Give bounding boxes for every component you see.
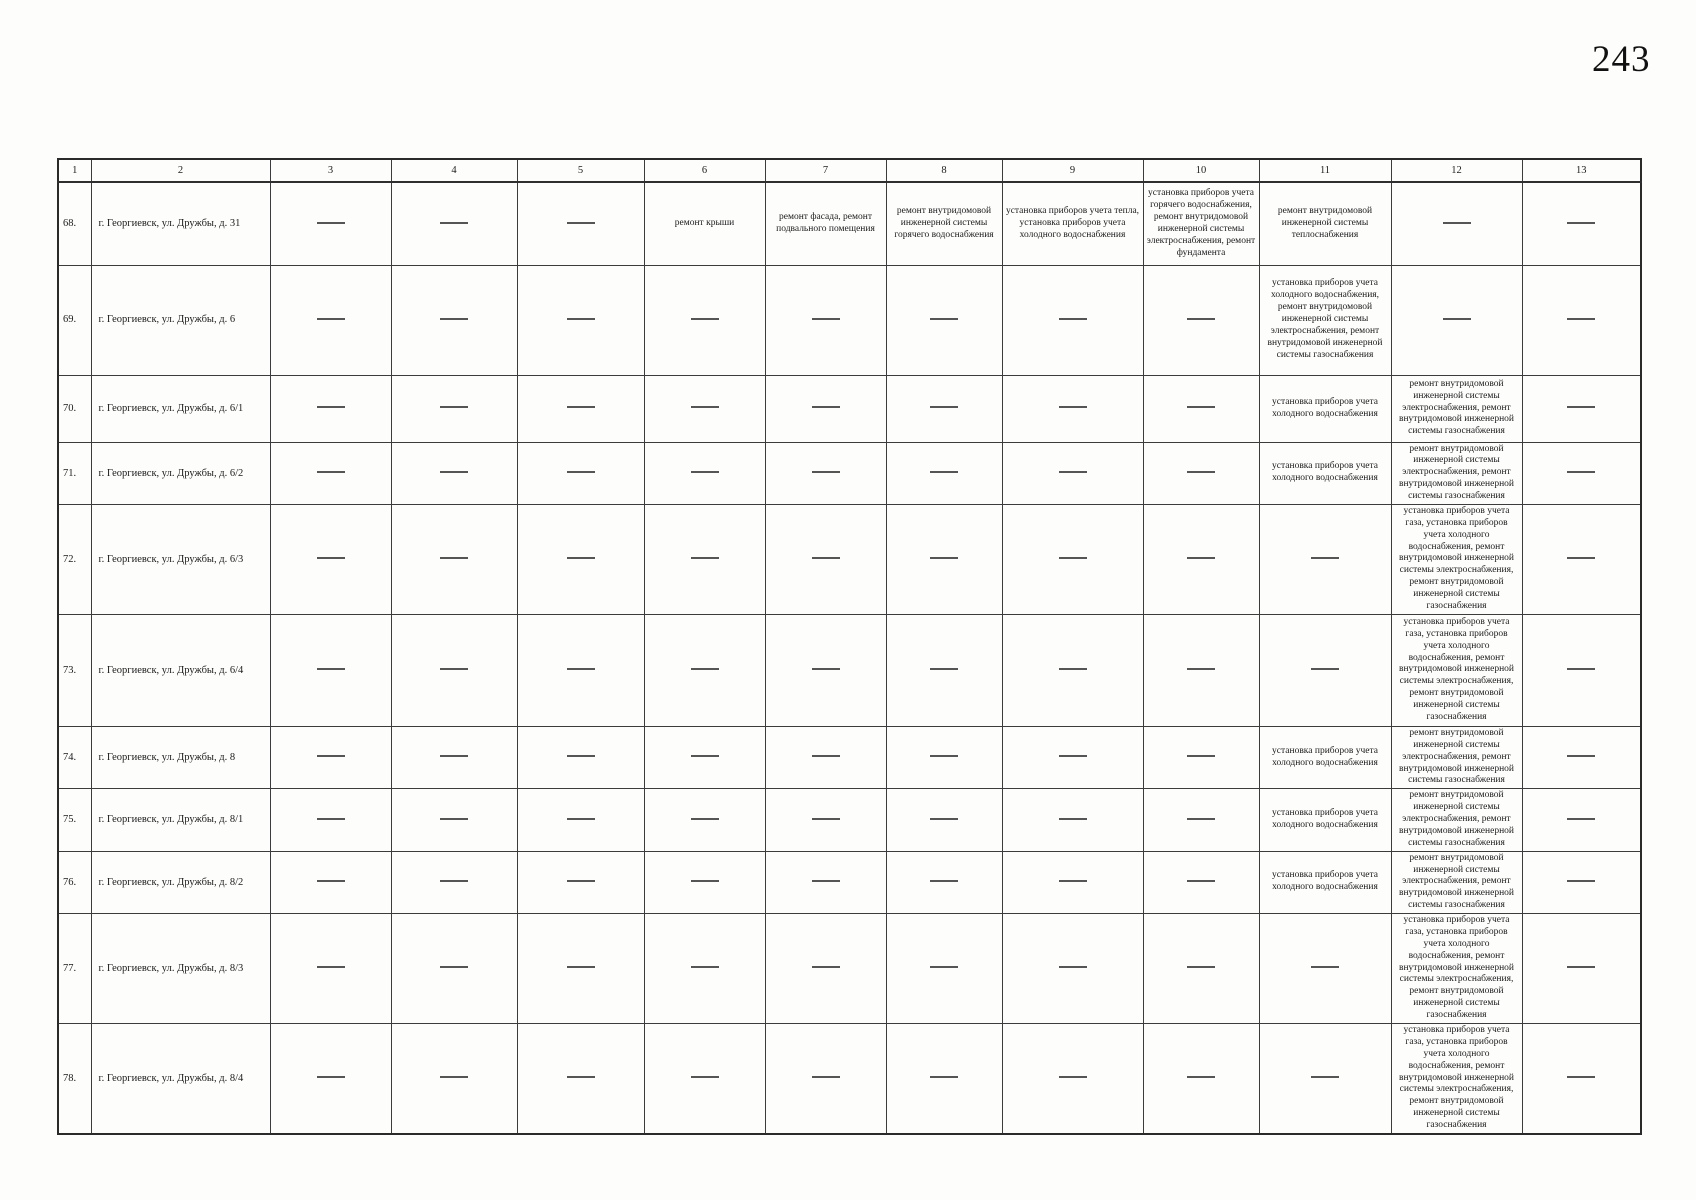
empty-cell	[1143, 851, 1259, 913]
dash-placeholder	[1187, 318, 1215, 320]
dash-placeholder	[930, 755, 958, 757]
empty-cell	[517, 789, 644, 851]
empty-cell	[1522, 614, 1641, 726]
empty-cell	[1143, 726, 1259, 788]
work-cell: ремонт внутридомовой инженерной системы электроснабжения, ремонт внутридомовой инженерной системы газоснабжения	[1391, 726, 1522, 788]
dash-placeholder	[1567, 471, 1595, 473]
empty-cell	[886, 375, 1002, 442]
empty-cell	[391, 182, 517, 265]
column-header: 9	[1002, 159, 1143, 182]
work-cell: установка приборов учета горячего водоснабжения, ремонт внутридомовой инженерной системы электроснабжения, ремонт фундамента	[1143, 182, 1259, 265]
table-row	[58, 1024, 1641, 1134]
empty-cell	[270, 442, 391, 504]
empty-cell	[765, 726, 886, 788]
address-cell: г. Георгиевск, ул. Дружбы, д. 6/4	[91, 614, 270, 726]
empty-cell	[644, 789, 765, 851]
empty-cell	[517, 265, 644, 375]
dash-placeholder	[1567, 1076, 1595, 1078]
dash-placeholder	[567, 406, 595, 408]
empty-cell	[886, 614, 1002, 726]
column-header: 2	[91, 159, 270, 182]
dash-placeholder	[930, 966, 958, 968]
table-row	[58, 851, 1641, 913]
dash-placeholder	[1187, 966, 1215, 968]
column-header: 4	[391, 159, 517, 182]
empty-cell	[517, 375, 644, 442]
empty-cell	[644, 442, 765, 504]
empty-cell	[1143, 265, 1259, 375]
dash-placeholder	[691, 966, 719, 968]
empty-cell	[1259, 504, 1391, 614]
empty-cell	[1259, 914, 1391, 1024]
dash-placeholder	[691, 406, 719, 408]
dash-placeholder	[440, 818, 468, 820]
dash-placeholder	[930, 818, 958, 820]
dash-placeholder	[812, 1076, 840, 1078]
dash-placeholder	[1059, 880, 1087, 882]
dash-placeholder	[440, 668, 468, 670]
dash-placeholder	[1187, 471, 1215, 473]
column-header: 5	[517, 159, 644, 182]
work-cell: установка приборов учета холодного водоснабжения	[1259, 851, 1391, 913]
dash-placeholder	[317, 406, 345, 408]
table-header-row	[58, 159, 1641, 182]
column-header: 11	[1259, 159, 1391, 182]
address-cell: г. Георгиевск, ул. Дружбы, д. 31	[91, 182, 270, 265]
dash-placeholder	[1059, 1076, 1087, 1078]
empty-cell	[1522, 914, 1641, 1024]
dash-placeholder	[567, 755, 595, 757]
empty-cell	[517, 1024, 644, 1134]
table-row	[58, 265, 1641, 375]
empty-cell	[886, 789, 1002, 851]
dash-placeholder	[440, 1076, 468, 1078]
empty-cell	[391, 914, 517, 1024]
empty-cell	[1522, 1024, 1641, 1134]
empty-cell	[270, 789, 391, 851]
dash-placeholder	[567, 1076, 595, 1078]
dash-placeholder	[1187, 755, 1215, 757]
empty-cell	[765, 375, 886, 442]
empty-cell	[765, 789, 886, 851]
dash-placeholder	[567, 966, 595, 968]
column-header: 8	[886, 159, 1002, 182]
dash-placeholder	[930, 880, 958, 882]
empty-cell	[644, 914, 765, 1024]
dash-placeholder	[567, 222, 595, 224]
dash-placeholder	[1059, 755, 1087, 757]
row-number-cell: 68.	[58, 182, 91, 265]
dash-placeholder	[691, 668, 719, 670]
dash-placeholder	[1567, 557, 1595, 559]
work-cell: установка приборов учета газа, установка приборов учета холодного водоснабжения, ремонт внутридомовой инженерной системы электроснабжения, ремонт внутридомовой инженерной системы газоснабжения	[1391, 614, 1522, 726]
dash-placeholder	[440, 557, 468, 559]
address-cell: г. Георгиевск, ул. Дружбы, д. 8/4	[91, 1024, 270, 1134]
dash-placeholder	[812, 318, 840, 320]
dash-placeholder	[812, 557, 840, 559]
dash-placeholder	[317, 471, 345, 473]
dash-placeholder	[440, 406, 468, 408]
table-row	[58, 375, 1641, 442]
row-number-cell: 70.	[58, 375, 91, 442]
dash-placeholder	[567, 318, 595, 320]
column-header: 3	[270, 159, 391, 182]
dash-placeholder	[1311, 966, 1339, 968]
dash-placeholder	[930, 406, 958, 408]
empty-cell	[886, 265, 1002, 375]
dash-placeholder	[1567, 818, 1595, 820]
address-cell: г. Георгиевск, ул. Дружбы, д. 6/1	[91, 375, 270, 442]
dash-placeholder	[1059, 818, 1087, 820]
empty-cell	[1391, 265, 1522, 375]
row-number-cell: 76.	[58, 851, 91, 913]
empty-cell	[1143, 789, 1259, 851]
dash-placeholder	[1311, 668, 1339, 670]
empty-cell	[517, 182, 644, 265]
row-number-cell: 75.	[58, 789, 91, 851]
dash-placeholder	[567, 668, 595, 670]
dash-placeholder	[317, 318, 345, 320]
dash-placeholder	[317, 755, 345, 757]
row-number-cell: 69.	[58, 265, 91, 375]
dash-placeholder	[691, 471, 719, 473]
empty-cell	[391, 265, 517, 375]
work-cell: ремонт внутридомовой инженерной системы теплоснабжения	[1259, 182, 1391, 265]
empty-cell	[886, 914, 1002, 1024]
row-number-cell: 71.	[58, 442, 91, 504]
dash-placeholder	[317, 966, 345, 968]
dash-placeholder	[440, 880, 468, 882]
dash-placeholder	[440, 318, 468, 320]
empty-cell	[270, 614, 391, 726]
dash-placeholder	[1059, 406, 1087, 408]
dash-placeholder	[1311, 1076, 1339, 1078]
dash-placeholder	[317, 668, 345, 670]
work-cell: ремонт крыши	[644, 182, 765, 265]
column-header: 6	[644, 159, 765, 182]
dash-placeholder	[317, 222, 345, 224]
empty-cell	[1002, 789, 1143, 851]
empty-cell	[270, 914, 391, 1024]
address-cell: г. Георгиевск, ул. Дружбы, д. 8	[91, 726, 270, 788]
empty-cell	[391, 851, 517, 913]
empty-cell	[1143, 442, 1259, 504]
empty-cell	[270, 182, 391, 265]
dash-placeholder	[930, 668, 958, 670]
empty-cell	[886, 851, 1002, 913]
empty-cell	[517, 726, 644, 788]
empty-cell	[1522, 265, 1641, 375]
empty-cell	[391, 789, 517, 851]
empty-cell	[765, 851, 886, 913]
dash-placeholder	[1443, 318, 1471, 320]
dash-placeholder	[317, 880, 345, 882]
empty-cell	[517, 614, 644, 726]
work-cell: установка приборов учета газа, установка приборов учета холодного водоснабжения, ремонт внутридомовой инженерной системы электроснабжения, ремонт внутридомовой инженерной системы газоснабжения	[1391, 1024, 1522, 1134]
dash-placeholder	[317, 557, 345, 559]
dash-placeholder	[691, 880, 719, 882]
empty-cell	[644, 265, 765, 375]
work-cell: установка приборов учета холодного водоснабжения	[1259, 789, 1391, 851]
empty-cell	[765, 504, 886, 614]
empty-cell	[1522, 442, 1641, 504]
dash-placeholder	[1567, 880, 1595, 882]
work-cell: установка приборов учета газа, установка приборов учета холодного водоснабжения, ремонт внутридомовой инженерной системы электроснабжения, ремонт внутридомовой инженерной системы газоснабжения	[1391, 504, 1522, 614]
column-header: 7	[765, 159, 886, 182]
empty-cell	[1002, 1024, 1143, 1134]
dash-placeholder	[812, 668, 840, 670]
dash-placeholder	[812, 406, 840, 408]
dash-placeholder	[930, 471, 958, 473]
dash-placeholder	[440, 755, 468, 757]
table-row	[58, 789, 1641, 851]
empty-cell	[1002, 914, 1143, 1024]
empty-cell	[1522, 789, 1641, 851]
empty-cell	[765, 265, 886, 375]
dash-placeholder	[691, 318, 719, 320]
empty-cell	[270, 504, 391, 614]
row-number-cell: 77.	[58, 914, 91, 1024]
empty-cell	[517, 851, 644, 913]
empty-cell	[391, 504, 517, 614]
empty-cell	[391, 1024, 517, 1134]
empty-cell	[644, 614, 765, 726]
dash-placeholder	[317, 1076, 345, 1078]
dash-placeholder	[691, 1076, 719, 1078]
address-cell: г. Георгиевск, ул. Дружбы, д. 8/2	[91, 851, 270, 913]
column-header: 12	[1391, 159, 1522, 182]
empty-cell	[765, 614, 886, 726]
dash-placeholder	[691, 755, 719, 757]
address-cell: г. Георгиевск, ул. Дружбы, д. 8/1	[91, 789, 270, 851]
dash-placeholder	[440, 222, 468, 224]
empty-cell	[765, 1024, 886, 1134]
work-cell: установка приборов учета холодного водоснабжения, ремонт внутридомовой инженерной системы электроснабжения, ремонт внутридомовой инженерной системы газоснабжения	[1259, 265, 1391, 375]
table-row	[58, 614, 1641, 726]
empty-cell	[644, 726, 765, 788]
work-cell: установка приборов учета холодного водоснабжения	[1259, 375, 1391, 442]
dash-placeholder	[930, 557, 958, 559]
work-cell: установка приборов учета тепла, установка приборов учета холодного водоснабжения	[1002, 182, 1143, 265]
column-header: 10	[1143, 159, 1259, 182]
dash-placeholder	[567, 818, 595, 820]
table-row	[58, 726, 1641, 788]
empty-cell	[391, 726, 517, 788]
dash-placeholder	[1187, 818, 1215, 820]
dash-placeholder	[812, 880, 840, 882]
dash-placeholder	[1311, 557, 1339, 559]
empty-cell	[517, 442, 644, 504]
table-row	[58, 442, 1641, 504]
dash-placeholder	[1567, 966, 1595, 968]
empty-cell	[1143, 504, 1259, 614]
empty-cell	[391, 614, 517, 726]
empty-cell	[1002, 851, 1143, 913]
empty-cell	[1002, 375, 1143, 442]
table-row	[58, 182, 1641, 265]
empty-cell	[1522, 851, 1641, 913]
table-row	[58, 914, 1641, 1024]
table-row	[58, 504, 1641, 614]
empty-cell	[1002, 614, 1143, 726]
dash-placeholder	[1567, 318, 1595, 320]
empty-cell	[886, 504, 1002, 614]
empty-cell	[1259, 1024, 1391, 1134]
empty-cell	[391, 442, 517, 504]
empty-cell	[644, 375, 765, 442]
row-number-cell: 72.	[58, 504, 91, 614]
empty-cell	[644, 1024, 765, 1134]
empty-cell	[644, 851, 765, 913]
dash-placeholder	[1059, 318, 1087, 320]
empty-cell	[270, 265, 391, 375]
work-cell: ремонт внутридомовой инженерной системы электроснабжения, ремонт внутридомовой инженерной системы газоснабжения	[1391, 851, 1522, 913]
dash-placeholder	[930, 318, 958, 320]
table-head	[58, 159, 1641, 182]
empty-cell	[270, 1024, 391, 1134]
empty-cell	[1143, 614, 1259, 726]
empty-cell	[1002, 726, 1143, 788]
dash-placeholder	[1187, 880, 1215, 882]
dash-placeholder	[1567, 222, 1595, 224]
empty-cell	[1259, 614, 1391, 726]
empty-cell	[1522, 726, 1641, 788]
empty-cell	[644, 504, 765, 614]
repairs-table	[57, 158, 1642, 1135]
empty-cell	[765, 914, 886, 1024]
dash-placeholder	[1187, 668, 1215, 670]
dash-placeholder	[440, 471, 468, 473]
dash-placeholder	[1567, 668, 1595, 670]
dash-placeholder	[440, 966, 468, 968]
work-cell: установка приборов учета холодного водоснабжения	[1259, 726, 1391, 788]
row-number-cell: 73.	[58, 614, 91, 726]
dash-placeholder	[1059, 668, 1087, 670]
empty-cell	[517, 504, 644, 614]
dash-placeholder	[812, 966, 840, 968]
work-cell: ремонт внутридомовой инженерной системы горячего водоснабжения	[886, 182, 1002, 265]
dash-placeholder	[812, 755, 840, 757]
dash-placeholder	[930, 1076, 958, 1078]
dash-placeholder	[1059, 966, 1087, 968]
empty-cell	[1522, 504, 1641, 614]
dash-placeholder	[1187, 406, 1215, 408]
work-cell: ремонт внутридомовой инженерной системы электроснабжения, ремонт внутридомовой инженерной системы газоснабжения	[1391, 375, 1522, 442]
empty-cell	[1143, 375, 1259, 442]
address-cell: г. Георгиевск, ул. Дружбы, д. 6/3	[91, 504, 270, 614]
work-cell: установка приборов учета газа, установка приборов учета холодного водоснабжения, ремонт внутридомовой инженерной системы электроснабжения, ремонт внутридомовой инженерной системы газоснабжения	[1391, 914, 1522, 1024]
empty-cell	[270, 851, 391, 913]
empty-cell	[886, 442, 1002, 504]
empty-cell	[886, 1024, 1002, 1134]
empty-cell	[1522, 375, 1641, 442]
dash-placeholder	[1187, 557, 1215, 559]
dash-placeholder	[567, 557, 595, 559]
empty-cell	[1522, 182, 1641, 265]
address-cell: г. Георгиевск, ул. Дружбы, д. 6/2	[91, 442, 270, 504]
empty-cell	[517, 914, 644, 1024]
empty-cell	[1391, 182, 1522, 265]
work-cell: установка приборов учета холодного водоснабжения	[1259, 442, 1391, 504]
dash-placeholder	[567, 880, 595, 882]
address-cell: г. Георгиевск, ул. Дружбы, д. 8/3	[91, 914, 270, 1024]
dash-placeholder	[691, 818, 719, 820]
empty-cell	[886, 726, 1002, 788]
empty-cell	[1002, 265, 1143, 375]
dash-placeholder	[812, 818, 840, 820]
empty-cell	[765, 442, 886, 504]
column-header: 1	[58, 159, 91, 182]
empty-cell	[391, 375, 517, 442]
column-header: 13	[1522, 159, 1641, 182]
empty-cell	[1002, 504, 1143, 614]
dash-placeholder	[1059, 557, 1087, 559]
empty-cell	[1002, 442, 1143, 504]
dash-placeholder	[1567, 755, 1595, 757]
page-number: 243	[1592, 39, 1651, 80]
work-cell: ремонт фасада, ремонт подвального помещения	[765, 182, 886, 265]
row-number-cell: 78.	[58, 1024, 91, 1134]
dash-placeholder	[691, 557, 719, 559]
empty-cell	[270, 726, 391, 788]
dash-placeholder	[1187, 1076, 1215, 1078]
empty-cell	[270, 375, 391, 442]
empty-cell	[1143, 914, 1259, 1024]
dash-placeholder	[1059, 471, 1087, 473]
dash-placeholder	[317, 818, 345, 820]
dash-placeholder	[1567, 406, 1595, 408]
empty-cell	[1143, 1024, 1259, 1134]
work-cell: ремонт внутридомовой инженерной системы электроснабжения, ремонт внутридомовой инженерной системы газоснабжения	[1391, 789, 1522, 851]
dash-placeholder	[812, 471, 840, 473]
dash-placeholder	[1443, 222, 1471, 224]
address-cell: г. Георгиевск, ул. Дружбы, д. 6	[91, 265, 270, 375]
work-cell: ремонт внутридомовой инженерной системы электроснабжения, ремонт внутридомовой инженерной системы газоснабжения	[1391, 442, 1522, 504]
table-body	[58, 182, 1641, 1134]
row-number-cell: 74.	[58, 726, 91, 788]
dash-placeholder	[567, 471, 595, 473]
